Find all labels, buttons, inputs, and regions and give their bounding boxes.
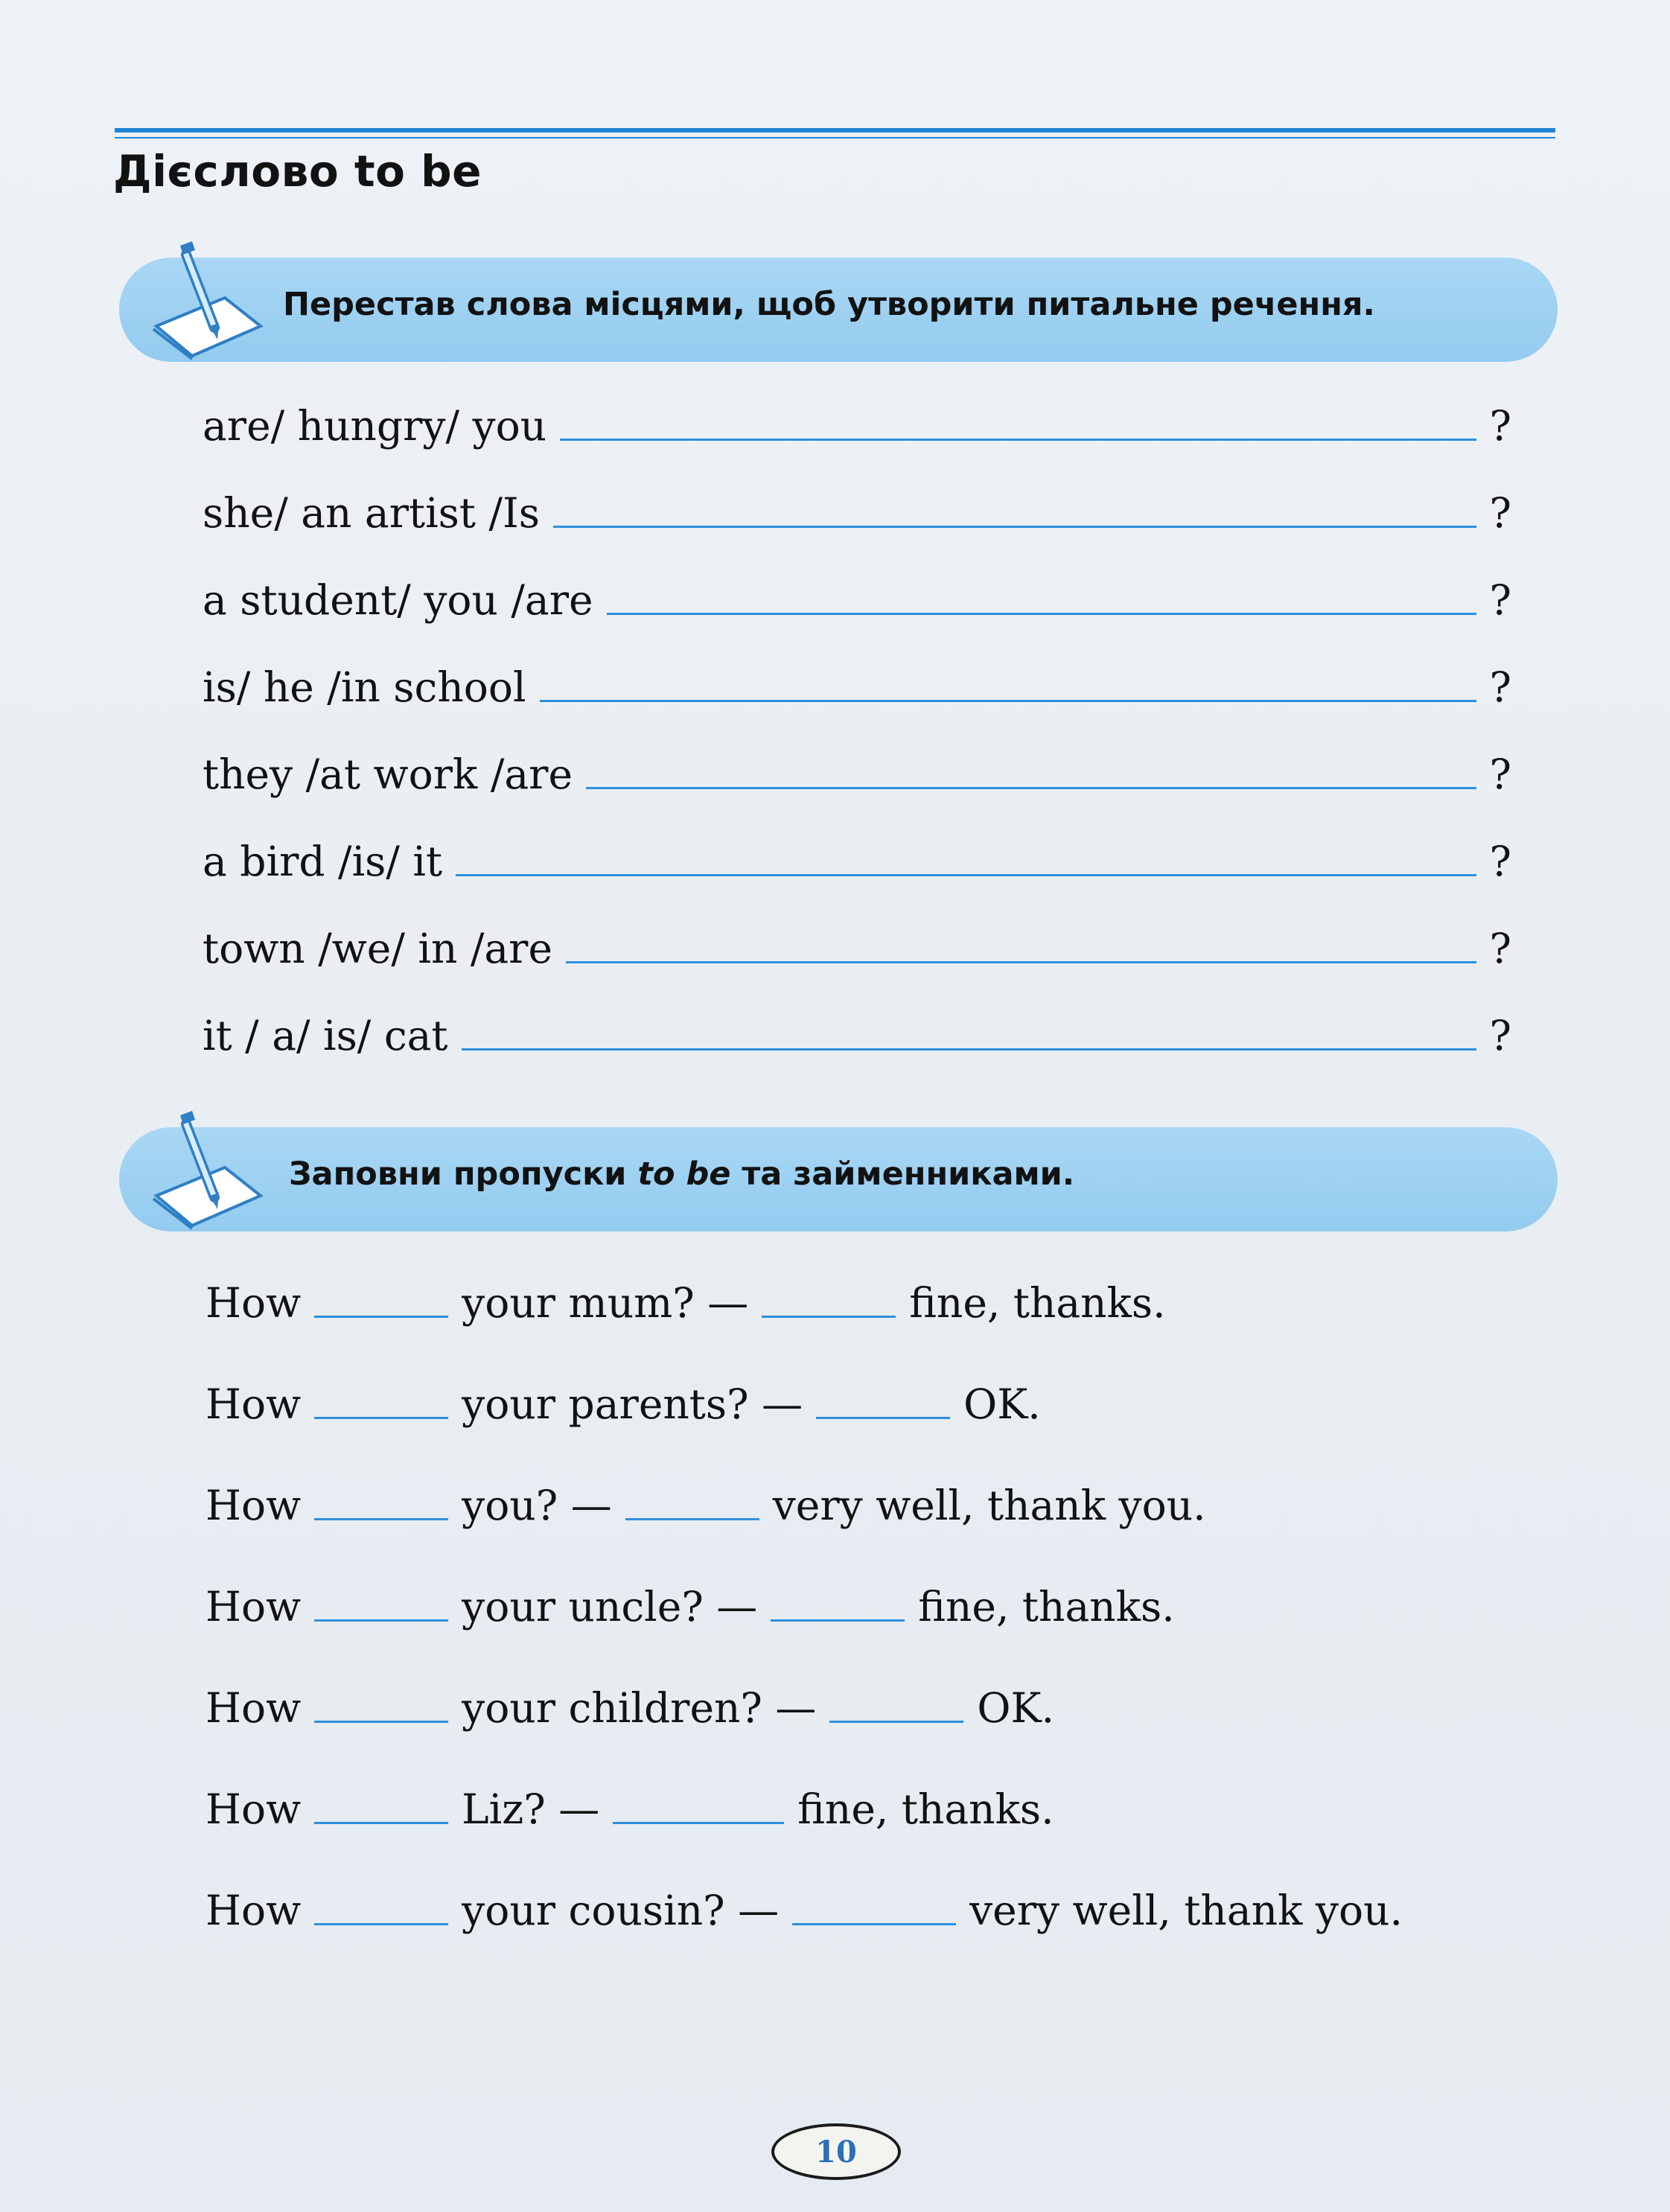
exercise-1-item bbox=[203, 485, 1558, 537]
answer-blank[interactable] bbox=[314, 1517, 448, 1520]
answer-blank[interactable] bbox=[314, 1315, 448, 1318]
header-rule-thin bbox=[115, 137, 1555, 138]
row-start: How bbox=[205, 1279, 302, 1327]
question-mark: ? bbox=[1489, 663, 1511, 711]
instruction-text: та займенниками. bbox=[730, 1156, 1075, 1193]
answer-blank[interactable] bbox=[829, 1720, 963, 1723]
answer-blank[interactable] bbox=[314, 1922, 448, 1925]
question-mark: ? bbox=[1489, 750, 1511, 798]
question-mark: ? bbox=[1489, 402, 1511, 450]
answer-line[interactable] bbox=[553, 525, 1476, 528]
row-start: How bbox=[205, 1887, 302, 1934]
answer-line[interactable] bbox=[540, 699, 1476, 702]
exercise-2-item bbox=[205, 1376, 1041, 1428]
row-middle: your children? — bbox=[462, 1684, 817, 1732]
answer-line[interactable] bbox=[462, 1048, 1476, 1051]
exercise-1-item bbox=[203, 746, 1558, 798]
answer-line[interactable] bbox=[456, 873, 1476, 876]
row-end: fine, thanks. bbox=[797, 1785, 1054, 1833]
scrambled-words: town /we/ in /are bbox=[203, 925, 553, 972]
answer-blank[interactable] bbox=[771, 1619, 905, 1622]
row-start: How bbox=[205, 1482, 302, 1529]
row-start: How bbox=[205, 1380, 302, 1428]
row-end: very well, thank you. bbox=[969, 1887, 1403, 1934]
exercise-1-instruction: Перестав слова місцями, щоб утворити питальне речення. bbox=[283, 286, 1375, 323]
exercise-2-item bbox=[205, 1781, 1054, 1833]
instruction-emphasis: to be bbox=[637, 1156, 731, 1193]
exercise-2-item bbox=[205, 1578, 1175, 1631]
scrambled-words: they /at work /are bbox=[203, 750, 573, 798]
scrambled-words: it / a/ is/ cat bbox=[203, 1012, 448, 1059]
answer-blank[interactable] bbox=[314, 1619, 448, 1622]
question-mark: ? bbox=[1489, 1012, 1511, 1059]
row-end: fine, thanks. bbox=[909, 1279, 1166, 1327]
scrambled-words: are/ hungry/ you bbox=[203, 402, 547, 450]
exercise-1-item bbox=[203, 659, 1558, 711]
answer-blank[interactable] bbox=[314, 1416, 448, 1419]
row-start: How bbox=[205, 1684, 302, 1732]
exercise-2-item bbox=[205, 1882, 1403, 1934]
exercise-2-instruction bbox=[289, 1156, 1074, 1193]
row-start: How bbox=[205, 1785, 302, 1833]
header-rule bbox=[115, 128, 1555, 133]
answer-blank[interactable] bbox=[625, 1517, 759, 1520]
scrambled-words: she/ an artist /Is bbox=[203, 489, 540, 537]
exercise-2-item bbox=[205, 1275, 1166, 1327]
answer-line[interactable] bbox=[560, 438, 1476, 441]
scrambled-words: is/ he /in school bbox=[203, 663, 526, 711]
answer-line[interactable] bbox=[607, 612, 1476, 615]
page-title: Дієслово to be bbox=[113, 146, 482, 197]
scrambled-words: a bird /is/ it bbox=[203, 838, 443, 885]
row-start: How bbox=[205, 1583, 302, 1631]
instruction-text: Заповни пропуски bbox=[289, 1156, 638, 1193]
row-middle: Liz? — bbox=[462, 1785, 600, 1833]
exercise-1-item bbox=[203, 920, 1558, 972]
question-mark: ? bbox=[1489, 838, 1511, 885]
exercise-2-item bbox=[205, 1680, 1054, 1732]
answer-blank[interactable] bbox=[792, 1922, 956, 1925]
row-middle: your cousin? — bbox=[462, 1887, 780, 1934]
page-number: 10 bbox=[771, 2123, 901, 2180]
question-mark: ? bbox=[1489, 576, 1511, 624]
exercise-1-item bbox=[203, 833, 1558, 885]
row-middle: you? — bbox=[462, 1482, 612, 1529]
row-end: OK. bbox=[977, 1684, 1055, 1732]
row-middle: your mum? — bbox=[462, 1279, 749, 1327]
question-mark: ? bbox=[1489, 489, 1511, 537]
answer-blank[interactable] bbox=[314, 1720, 448, 1723]
question-mark: ? bbox=[1489, 925, 1511, 972]
exercise-2-item bbox=[205, 1477, 1206, 1529]
answer-blank[interactable] bbox=[762, 1315, 896, 1318]
pencil-notepad-icon bbox=[136, 238, 284, 387]
row-end: fine, thanks. bbox=[918, 1583, 1175, 1631]
row-middle: your parents? — bbox=[462, 1380, 803, 1428]
exercise-1-item bbox=[203, 572, 1558, 624]
row-end: very well, thank you. bbox=[772, 1482, 1206, 1529]
row-end: OK. bbox=[963, 1380, 1041, 1428]
pencil-notepad-icon bbox=[136, 1108, 284, 1257]
answer-blank[interactable] bbox=[314, 1821, 448, 1824]
exercise-1-item bbox=[203, 398, 1558, 450]
row-middle: your uncle? — bbox=[462, 1583, 758, 1631]
exercise-1-item bbox=[203, 1007, 1558, 1059]
answer-blank[interactable] bbox=[613, 1821, 784, 1824]
answer-blank[interactable] bbox=[816, 1416, 950, 1419]
scrambled-words: a student/ you /are bbox=[203, 576, 593, 624]
answer-line[interactable] bbox=[586, 786, 1476, 789]
answer-line[interactable] bbox=[566, 960, 1476, 963]
